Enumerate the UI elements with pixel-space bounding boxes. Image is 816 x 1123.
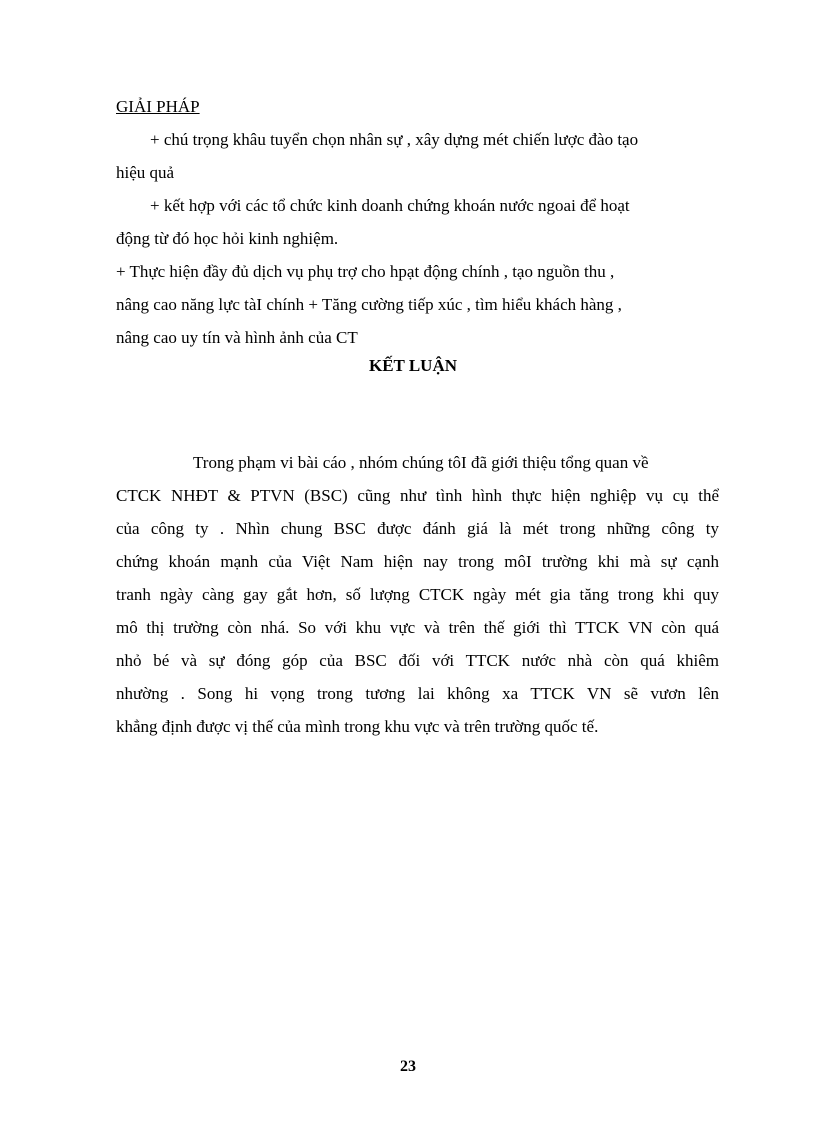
conclusion-line-8: nhường . Song hi vọng trong tương lai không xa TTCK VN sẽ vươn lên — [116, 684, 719, 703]
conclusion-line-6: mô thị trường còn nhá. So với khu vực và trên thế giới thì TTCK VN còn quá — [116, 618, 719, 637]
solutions-line-3: + kết hợp với các tổ chức kinh doanh chứng khoán nước ngoai để hoạt — [150, 196, 630, 215]
solutions-line-6: nâng cao năng lực tàI chính + Tăng cường tiếp xúc , tìm hiểu khách hàng , — [116, 295, 622, 314]
conclusion-heading: KẾT LUẬN — [368, 356, 457, 375]
solutions-line-1: + chú trọng khâu tuyển chọn nhân sự , xây dựng mét chiến lược đào tạo — [150, 130, 639, 149]
solutions-line-5: + Thực hiện đầy đủ dịch vụ phụ trợ cho hpạt động chính , tạo nguồn thu , — [116, 262, 615, 281]
solutions-line-7: nâng cao uy tín và hình ảnh của CT — [116, 328, 358, 347]
solutions-line-4: động từ đó học hỏi kinh nghiệm. — [116, 229, 339, 248]
conclusion-line-1: Trong phạm vi bài cáo , nhóm chúng tôI đã giới thiệu tổng quan về — [193, 453, 649, 472]
conclusion-line-4: chứng khoán mạnh của Việt Nam hiện nay trong môI trường khi mà sự cạnh — [116, 552, 719, 571]
conclusion-line-3: của công ty . Nhìn chung BSC được đánh giá là mét trong những công ty — [116, 519, 719, 538]
conclusion-line-9: khẳng định được vị thế của mình trong khu vực và trên trường quốc tế. — [116, 717, 599, 736]
page-number: 23 — [400, 1058, 416, 1075]
conclusion-line-5: tranh ngày càng gay gắt hơn, số lượng CTCK ngày mét gia tăng trong khi quy — [116, 585, 719, 604]
conclusion-line-2: CTCK NHĐT & PTVN (BSC) cũng như tình hình thực hiện nghiệp vụ cụ thể — [116, 486, 719, 505]
solutions-heading: GIẢI PHÁP — [116, 97, 200, 116]
solutions-line-2: hiệu quả — [116, 163, 175, 182]
conclusion-line-7: nhỏ bé và sự đóng góp của BSC đối với TTCK nước nhà còn quá khiêm — [116, 651, 719, 670]
